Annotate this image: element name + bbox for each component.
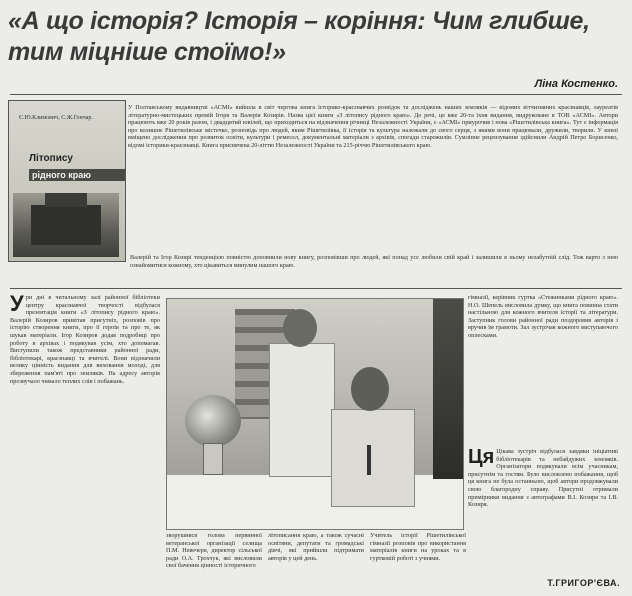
book-cover-building bbox=[31, 205, 101, 245]
headline-quote: «А що історія? Історія – коріння: Чим глибше, тим міцніше стоїмо!» bbox=[8, 7, 590, 66]
drop-cap: Ця bbox=[468, 448, 495, 468]
book-cover-title: Літопису bbox=[29, 153, 73, 164]
article-column-right: гімназії, керівник гуртка «Стежинками рідного краю». Н.О. Шепель висловила думку, що книга повинна стати настільною для кожного вчителя історії та літератури. Заступник голови районної ради поздоровив авторів і вручив їм грамоти. Зал зустрічав кожного виступаючого оплесками. bbox=[468, 294, 618, 339]
quote-attribution: Ліна Костенко. bbox=[534, 78, 618, 90]
center-note: Валерій та Ігор Козирі тенденцією повністю доповнили нову книгу, розповівши про людей, які понад усе любили свій край і залишили в ньому незабутній слід. Тож варто з нею ознайомитися кожному, хто цікавиться минулим нашого краю. bbox=[130, 254, 618, 269]
divider bbox=[10, 288, 622, 289]
standing-speaker-head bbox=[283, 309, 317, 347]
book-cover-image bbox=[8, 100, 126, 262]
book-cover-subtitle: рідного краю bbox=[29, 169, 125, 181]
left-column-text: ри дні в читальному залі районної бібліотеки центру краєзнавчої творчості відбулася презентація книги «З літопису рідного краю». Валерій Козиров привітав присутніх, розповів про історію створення книги, про її героїв та про те, як шукав матеріали. Ігор Козиров додав подробиці про роботу в архівах і подякував усім, хто допомагав. Виступили також представники районної ради, бібліотекарі, краєзнавці та вчителі. Вони відзначили велику цінність видання для виховання молоді, для збереження пам'яті про земляків. На адресу авторів прозвучало чимало теплих слів і побажань. bbox=[10, 294, 160, 385]
article-column-right-lower bbox=[468, 448, 618, 558]
book-cover-authors: Є.Ю.Климович, С.Ж.Гончар. bbox=[19, 115, 93, 121]
event-photo bbox=[166, 298, 464, 530]
divider bbox=[10, 94, 622, 95]
article-column-bottom-2: літописання краю, а також сучасні освітяни, депутати та громадські діячі, які прийшли підтримати авторів у цей день. bbox=[268, 532, 364, 562]
side-decor bbox=[433, 299, 463, 479]
drop-cap: У bbox=[10, 294, 24, 316]
article-column-left bbox=[10, 294, 160, 544]
standing-speaker bbox=[269, 343, 335, 477]
article-column-bottom-1: зворушився голова первинної ветеранської організації селища П.М. Невечеря, директор сільської ради О.А. Трохчук, які висловили свої бачення цінності історичного bbox=[166, 532, 262, 570]
flower-bouquet bbox=[185, 395, 241, 447]
microphone bbox=[367, 445, 371, 475]
vase bbox=[203, 443, 223, 475]
seated-man-head bbox=[351, 367, 389, 411]
table bbox=[167, 475, 463, 529]
right-lower-text: Цікава зустріч відбулася завдяки ініціативі бібліотекарів та небайдужих земляків. Організатори подякували всім учасникам, присутнім та гостям. Було висловлено побажання, щоб ця книга не була останньою, щоб автори продовжували свою благородну справу. Присутні отримали примірники видання з автографами В.І. Козиря та І.В. Козиря. bbox=[468, 448, 618, 509]
article-column-bottom-3: Учитель історії Рішетилівської гімназії розповів про використання матеріалів книги на уроках та в гуртковій роботі з учнями. bbox=[370, 532, 466, 562]
seated-man bbox=[331, 409, 415, 507]
intro-paragraph: У Полтавському видавництві «АСМІ» вийшла в світ чергова книга історико-краєзнавчих розвідок та досліджень наших земляків — відомих вітчизняних краєзнавців, лауреатів літературно-мистецьких премій Ігоря та Валерія Козирів. Назва цієї книги «З літопису рідного краю». До речі, це вже 20-та їхня видання, видруковане в ТОВ «АСМІ». Автори працюють вже 20 років разом, і двадцятий ювілей, що приходиться на відзначення річниці Незалежності України, є «АСМІ» приурочив і нова «Рішетилівська книга». Тут є інформація про колишнє Рішетилівське містечко, розповідь про людей, яким Рішетилівка, її історія та культура належали до свого серця, з якими вони працювали, дружили, творили. У книзі вміщено дослідження про розвиток освіти, культури і ремесел, документальні матеріали з архівів, спогади старожилів. Сумлінне рецензування здійснили Андрій Петро Борисенко, відомі історики-краєзнавці. Книга присвячена 20-літтю Незалежності України та 215-річчю Рішетилівського краю. bbox=[128, 104, 618, 149]
article-author: Т.ГРИГОР'ЄВА. bbox=[547, 578, 620, 588]
